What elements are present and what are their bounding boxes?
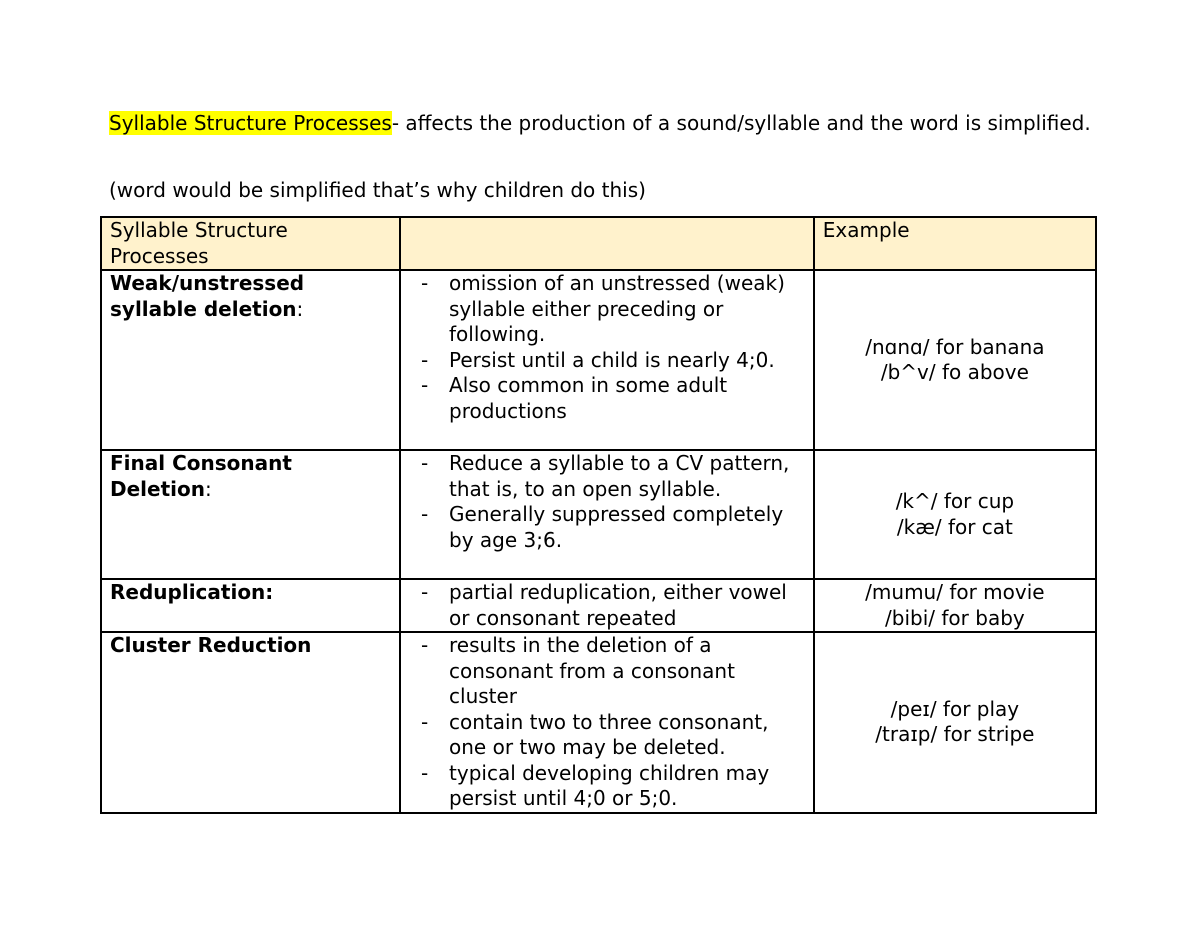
process-name: Weak/unstressed syllable deletion	[110, 271, 305, 321]
processes-table	[100, 216, 1097, 814]
process-name-cell	[101, 270, 400, 450]
list-item: - contain two to three consonant, one or two may be deleted.	[449, 710, 805, 761]
example-line: /k^/ for cup	[895, 489, 1015, 513]
list-item: - Also common in some adult productions	[449, 373, 805, 424]
process-name-suffix: :	[204, 476, 212, 501]
process-name-cell	[101, 632, 400, 813]
process-description-cell	[400, 270, 814, 450]
example-cell	[814, 450, 1096, 579]
process-name-cell	[101, 450, 400, 579]
example-line: /traɪp/ for stripe	[875, 722, 1035, 747]
process-description-cell	[400, 450, 814, 579]
description-list	[409, 633, 805, 812]
example-cell	[814, 632, 1096, 813]
process-name: Cluster Reduction	[110, 633, 312, 657]
table-header-row	[101, 217, 1096, 270]
process-description-cell	[400, 579, 814, 632]
example-line: /b^v/ fo above	[880, 360, 1029, 384]
description-list	[409, 451, 805, 553]
description-list	[409, 271, 805, 424]
highlighted-heading: Syllable Structure Processes	[109, 111, 392, 135]
list-item: - Reduce a syllable to a CV pattern, that is, to an open syllable.	[449, 451, 805, 502]
example-cell	[814, 270, 1096, 450]
process-name: Final Consonant Deletion	[110, 451, 292, 501]
table-row	[101, 270, 1096, 450]
process-name-suffix: :	[296, 296, 304, 321]
example-line: /bibi/ for baby	[885, 605, 1025, 630]
intro-paragraph	[109, 110, 1099, 136]
example-line: /mumu/ for movie	[865, 580, 1045, 604]
intro-definition: - affects the production of a sound/syllable and the word is simplified.	[391, 111, 1091, 135]
list-item: - typical developing children may persist until 4;0 or 5;0.	[449, 761, 805, 812]
header-cell-example: Example	[814, 217, 1096, 270]
header-cell-description	[400, 217, 814, 270]
process-name: Reduplication:	[110, 580, 274, 604]
list-item: - partial reduplication, either vowel or consonant repeated	[449, 580, 805, 631]
example-line: /kæ/ for cat	[896, 514, 1013, 539]
example-line: /nɑnɑ/ for banana	[865, 334, 1045, 359]
process-description-cell	[400, 632, 814, 813]
table-row	[101, 579, 1096, 632]
description-list	[409, 580, 805, 631]
list-item: - omission of an unstressed (weak) syllable either preceding or following.	[449, 271, 805, 348]
list-item: - Persist until a child is nearly 4;0.	[449, 348, 805, 374]
table-row	[101, 450, 1096, 579]
list-item: - results in the deletion of a consonant from a consonant cluster	[449, 633, 805, 710]
header-cell-processes: Syllable Structure Processes	[101, 217, 400, 270]
process-name-cell	[101, 579, 400, 632]
list-item: - Generally suppressed completely by age 3;6.	[449, 502, 805, 553]
example-line: /peɪ/ for play	[890, 696, 1020, 721]
intro-note: (word would be simplified that’s why children do this)	[109, 178, 646, 202]
table-row	[101, 632, 1096, 813]
example-cell	[814, 579, 1096, 632]
